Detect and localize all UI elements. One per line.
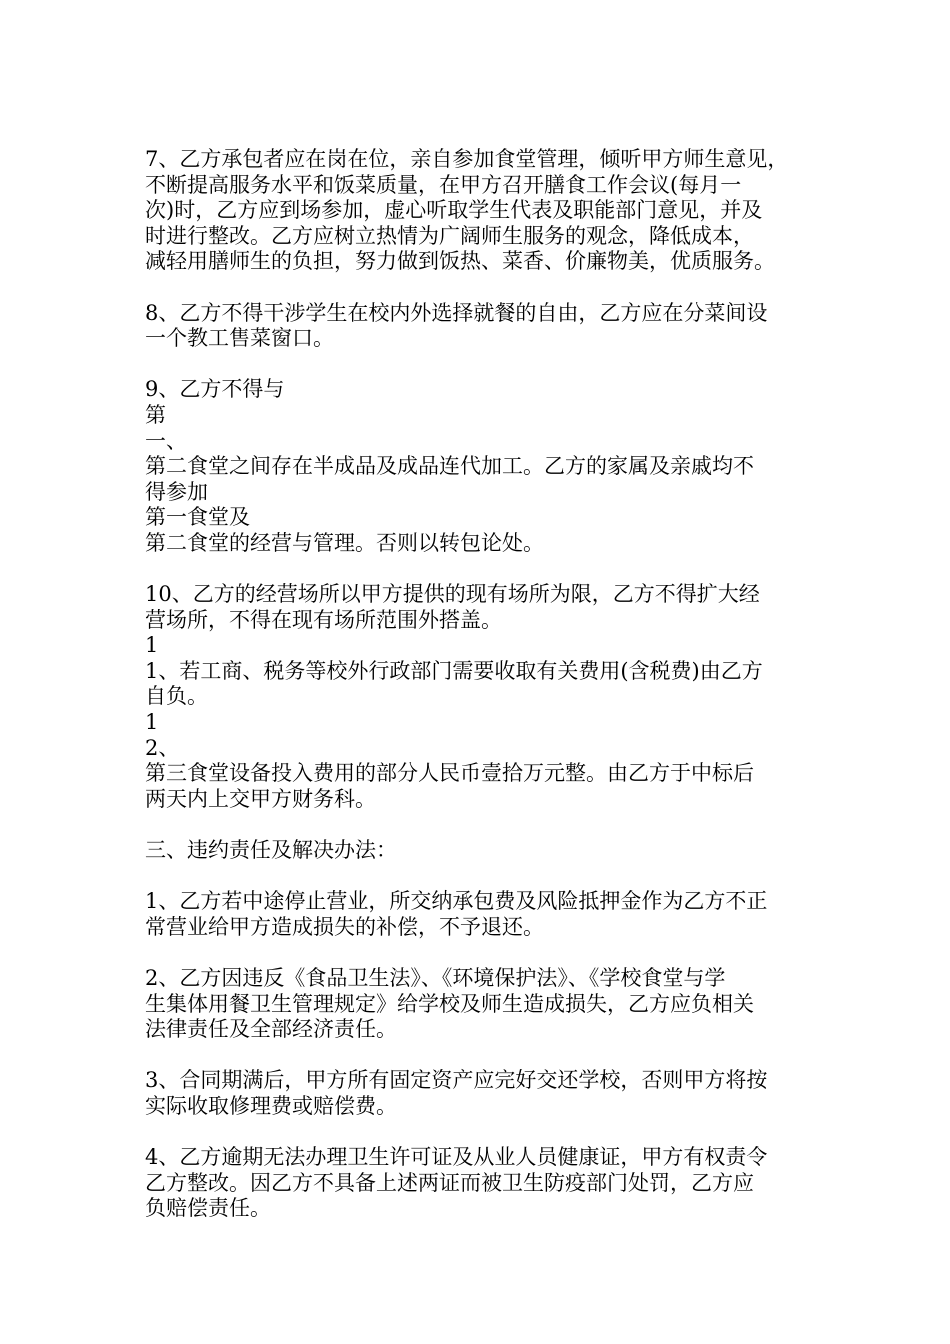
document-body: [145, 147, 815, 1248]
text-line: 减轻用膳师生的负担，努力做到饭热、菜香、价廉物美，优质服务。: [145, 249, 775, 274]
text-line: 常营业给甲方造成损失的补偿，不予退还。: [145, 914, 544, 939]
text-line: 3、合同期满后，甲方所有固定资产应完好交还学校，否则甲方将按: [145, 1068, 768, 1093]
text-line: 法律责任及全部经济责任。: [145, 1017, 397, 1042]
text-line: 不断提高服务水平和饭菜质量，在甲方召开膳食工作会议(每月一: [145, 172, 742, 197]
text-line: 两天内上交甲方财务科。: [145, 786, 376, 811]
text-line: 7、乙方承包者应在岗在位，亲自参加食堂管理，倾听甲方师生意见，: [145, 147, 789, 171]
text-line: 1: [145, 633, 159, 658]
text-line: 10、乙方的经营场所以甲方提供的现有场所为限，乙方不得扩大经: [145, 582, 760, 607]
text-line: 第二食堂的经营与管理。否则以转包论处。: [145, 530, 544, 555]
text-line: 9、乙方不得与: [145, 377, 285, 402]
text-line: 8、乙方不得干涉学生在校内外选择就餐的自由，乙方应在分菜间设: [145, 300, 768, 325]
text-line: 时进行整改。乙方应树立热情为广阔师生服务的观念，降低成本，: [145, 223, 754, 248]
text-line: 得参加: [145, 479, 208, 504]
section-heading: 三、违约责任及解决办法：: [145, 838, 397, 863]
text-line: 一、: [145, 428, 187, 453]
text-line: 第二食堂之间存在半成品及成品连代加工。乙方的家属及亲戚均不: [145, 454, 754, 479]
text-line: 自负。: [145, 684, 208, 709]
section-heading-breach: [145, 838, 815, 864]
text-line: 1、若工商、税务等校外行政部门需要收取有关费用(含税费)由乙方: [145, 658, 763, 683]
text-line: 第: [145, 402, 166, 427]
breach-clause-4-paragraph: [145, 1145, 815, 1222]
text-line: 1: [145, 710, 159, 735]
text-line: 生集体用餐卫生管理规定》给学校及师生造成损失，乙方应负相关: [145, 991, 754, 1016]
text-line: 第一食堂及: [145, 505, 250, 530]
text-line: 4、乙方逾期无法办理卫生许可证及从业人员健康证，甲方有权责令: [145, 1145, 768, 1170]
text-line: 乙方整改。因乙方不具备上述两证而被卫生防疫部门处罚，乙方应: [145, 1170, 754, 1195]
text-line: 实际收取修理费或赔偿费。: [145, 1093, 397, 1118]
breach-clause-1-paragraph: [145, 889, 815, 940]
clause-9-paragraph: [145, 377, 815, 556]
text-line: 一个教工售菜窗口。: [145, 326, 334, 351]
text-line: 1、乙方若中途停止营业，所交纳承包费及风险抵押金作为乙方不正: [145, 889, 768, 914]
text-line: 负赔偿责任。: [145, 1196, 271, 1221]
breach-clause-3-paragraph: [145, 1068, 815, 1119]
text-line: 第三食堂设备投入费用的部分人民币壹拾万元整。由乙方于中标后: [145, 761, 754, 786]
clause-8-paragraph: [145, 301, 815, 352]
breach-clause-2-paragraph: [145, 966, 815, 1043]
clause-7-paragraph: [145, 147, 815, 275]
text-line: 2、乙方因违反《食品卫生法》、《环境保护法》、《学校食堂与学: [145, 966, 726, 990]
text-line: 营场所，不得在现有场所范围外搭盖。: [145, 607, 502, 632]
text-line: 次)时，乙方应到场参加，虚心听取学生代表及职能部门意见，并及: [145, 198, 763, 223]
clause-10-12-paragraph: [145, 582, 815, 812]
text-line: 2、: [145, 735, 180, 760]
